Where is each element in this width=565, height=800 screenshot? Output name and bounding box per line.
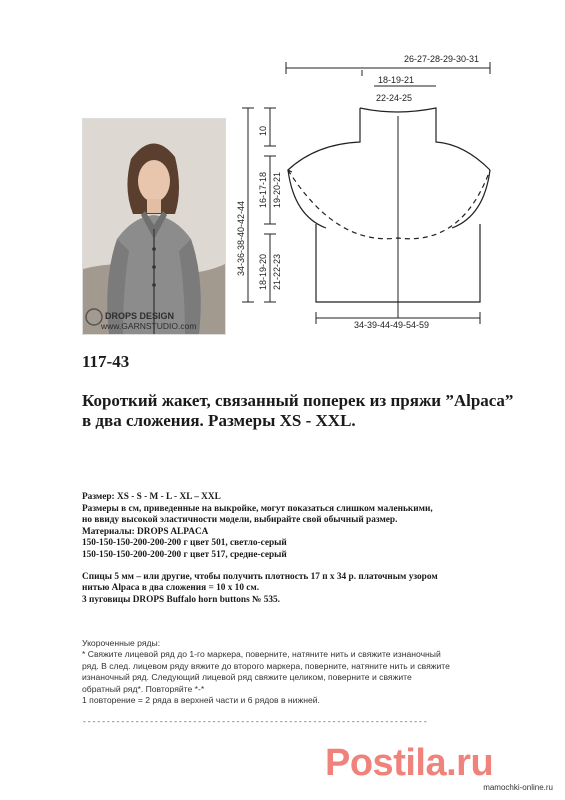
photo-url: www.GARNSTUDIO.com [101,321,197,331]
dim-lower-height-1: 18-19-20 [258,253,268,290]
short-rows-line: ряд. В след. лицевом ряду вяжите до второго маркера, поверните, натяните нить и свяжите [82,660,450,671]
info-line: но ввиду высокой эластичности модели, выбирайте свой обычный размер. [82,515,398,526]
postila-watermark: Postila.ru [325,742,494,784]
info-line: Спицы 5 мм – или другие, чтобы получить плотность 17 п х 34 р. платочным узором [82,571,438,582]
info-line: Размер: XS - S - M - L - XL – XXL [82,492,221,502]
dim-total-height: 34-36-38-40-42-44 [236,200,246,276]
divider-dashes: ------------------------------------------------------------------------ [82,718,428,727]
dim-lower-height-2: 21-22-23 [272,253,282,290]
pattern-title: Короткий жакет, связанный поперек из пряжи ”Alpaca” в два сложения. Размеры XS - XXL. [82,391,514,430]
garment-schema [226,46,546,346]
info-line: нитью Alpaca в два сложения = 10 х 10 см. [82,583,260,594]
info-line: Размеры в см, приведенные на выкройке, могут показаться слишком маленькими, [82,503,433,514]
info-line: Материалы: DROPS ALPACA [82,526,209,537]
info-line: 150-150-150-200-200-200 г цвет 517, средне-серый [82,549,287,560]
dim-top-width: 26-27-28-29-30-31 [404,54,480,64]
dim-bottom-width: 34-39-44-49-54-59 [354,320,430,330]
short-rows-line: * Свяжите лицевой ряд до 1-го маркера, поверните, натяните нить и свяжите изнаночный [82,649,441,660]
dim-upper-height-1: 16-17-18 [258,171,268,208]
info-line: 150-150-150-200-200-200 г цвет 501, светло-серый [82,538,287,549]
model-photo [82,118,226,335]
photo-brand: DROPS DESIGN [105,311,175,321]
pattern-code: 117-43 [82,352,130,371]
dim-collar-width-2: 22-24-25 [376,93,413,103]
short-rows-line: Укороченные ряды: [82,638,161,648]
dim-upper-height-2: 19-20-21 [272,171,282,208]
model-illustration [83,119,225,334]
short-rows-line: 1 повторение = 2 ряда в верхней части и 6 рядов в нижней. [82,695,320,706]
footer-site-url: mamochki-online.ru [483,783,553,792]
pattern-info [82,492,542,606]
short-rows-line: обратный ряд*. Повторяйте *-* [82,683,205,694]
info-line: 3 пуговицы DROPS Buffalo horn buttons № 535. [82,594,280,605]
short-rows-line: изнаночный ряд. Следующий лицевой ряд свяжите целиком, поверните и свяжите [82,672,412,683]
dim-collar-height: 10 [258,125,268,136]
short-rows-instructions [82,638,542,706]
photo-caption [87,311,221,331]
dim-collar-width-1: 18-19-21 [378,75,415,85]
